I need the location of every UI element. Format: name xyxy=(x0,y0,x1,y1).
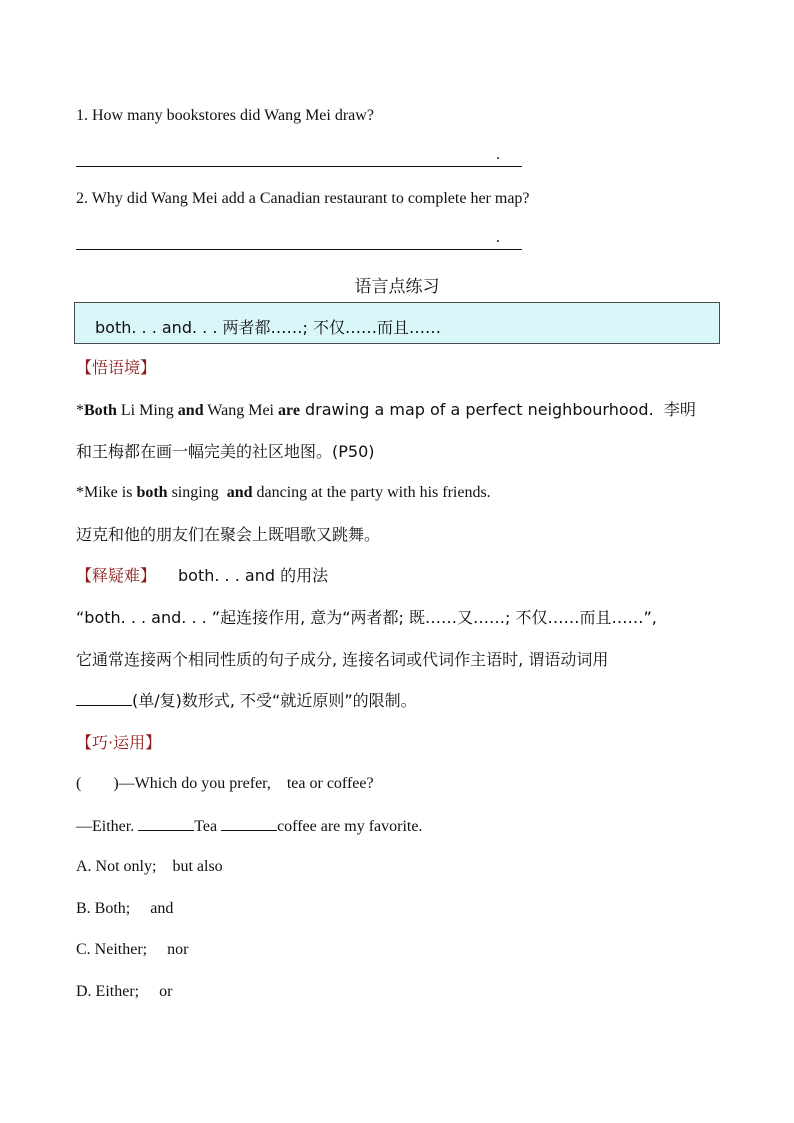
example-text: Wang Mei xyxy=(203,402,278,419)
example-1-line-2: 和王梅都在画一幅完美的社区地图。(P50) xyxy=(76,442,375,461)
option-c[interactable]: C. Neither; nor xyxy=(76,941,189,958)
example-text: Li Ming xyxy=(116,402,178,419)
fill-blank[interactable] xyxy=(76,691,132,706)
option-d[interactable]: D. Either; or xyxy=(76,983,173,1000)
answer-end-period: . xyxy=(496,146,500,163)
example-star: * xyxy=(76,402,84,419)
key-point-text: both. . . and. . . 两者都……; 不仅……而且…… xyxy=(95,318,441,337)
section-title: 语言点练习 xyxy=(354,277,440,297)
example-text: singing xyxy=(167,484,227,501)
keyword-are: are xyxy=(278,402,300,419)
keyword-and: and xyxy=(177,402,204,419)
example-2-line-1 xyxy=(76,483,491,503)
explain-line-3 xyxy=(76,691,417,712)
apply-answer xyxy=(76,816,422,837)
explain-line-1: “both. . . and. . . ”起连接作用, 意为“两者都; 既……又……; 不仅……而且……”, xyxy=(76,608,657,627)
example-text: drawing a map of a perfect neighbourhood. 李明 xyxy=(299,400,696,419)
example-text: *Mike is xyxy=(76,484,137,501)
keyword-both: both xyxy=(136,484,168,501)
explain-heading: both. . . and 的用法 xyxy=(178,566,329,585)
answer-end-period: . xyxy=(496,229,500,246)
answer-blank-2[interactable] xyxy=(76,231,522,250)
apply-tag: 【巧·运用】 xyxy=(76,733,162,752)
apply-question xyxy=(76,774,374,794)
keyword-and: and xyxy=(226,484,253,501)
apply-answer-text: coffee are my favorite. xyxy=(277,818,423,835)
option-b[interactable]: B. Both; and xyxy=(76,900,174,917)
fill-blank[interactable] xyxy=(138,816,194,831)
explain-line-3-text: (单/复)数形式, 不受“就近原则”的限制。 xyxy=(132,691,417,710)
explain-heading-line xyxy=(76,566,328,587)
key-point-box xyxy=(74,302,720,344)
context-tag: 【悟语境】 xyxy=(76,358,157,377)
explain-line-2: 它通常连接两个相同性质的句子成分, 连接名词或代词作主语时, 谓语动词用 xyxy=(76,650,609,669)
apply-answer-text: Tea xyxy=(194,818,222,835)
example-1-line-1 xyxy=(76,400,696,421)
explain-tag: 【释疑难】 xyxy=(76,566,157,585)
fill-blank[interactable] xyxy=(221,816,277,831)
answer-blank-1[interactable] xyxy=(76,148,522,167)
question-2: 2. Why did Wang Mei add a Canadian restaurant to complete her map? xyxy=(76,190,530,207)
question-1: 1. How many bookstores did Wang Mei draw? xyxy=(76,107,374,124)
apply-answer-text: —Either. xyxy=(76,818,139,835)
example-2-line-2: 迈克和他的朋友们在聚会上既唱歌又跳舞。 xyxy=(76,525,381,544)
answer-paren[interactable]: ( ) xyxy=(76,775,119,792)
option-a[interactable]: A. Not only; but also xyxy=(76,858,223,875)
keyword-both: Both xyxy=(84,402,117,419)
apply-question-text: —Which do you prefer, tea or coffee? xyxy=(118,775,374,792)
example-text: dancing at the party with his friends. xyxy=(252,484,491,501)
